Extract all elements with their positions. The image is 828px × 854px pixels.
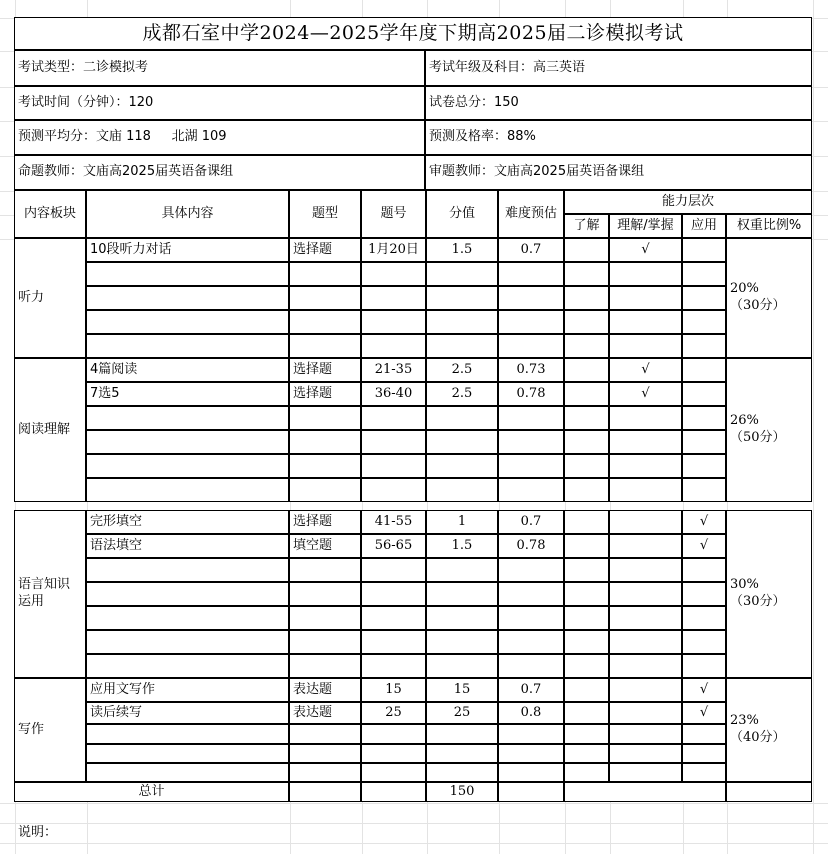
section-weight-cell: 26% （50分） — [726, 358, 812, 502]
empty-cell — [361, 558, 426, 582]
empty-cell — [86, 454, 289, 478]
empty-cell — [361, 744, 426, 763]
row-difficulty-cell: 0.73 — [498, 358, 564, 382]
empty-cell — [564, 582, 609, 606]
empty-cell — [426, 286, 498, 310]
empty-cell — [498, 454, 564, 478]
empty-cell — [564, 334, 609, 358]
empty-cell — [86, 334, 289, 358]
empty-cell — [564, 744, 609, 763]
empty-cell — [564, 454, 609, 478]
row-score-cell: 2.5 — [426, 382, 498, 406]
empty-cell — [682, 310, 726, 334]
row-score-cell: 2.5 — [426, 358, 498, 382]
setter-cell: 命题教师：文庙高2025届英语备课组 — [14, 155, 425, 190]
section-name-cell: 语言知识 运用 — [14, 510, 86, 678]
empty-cell — [609, 310, 682, 334]
empty-cell — [361, 430, 426, 454]
row-difficulty-cell: 0.8 — [498, 702, 564, 724]
header-question-number: 题号 — [361, 190, 426, 238]
empty-cell — [682, 406, 726, 430]
row-understand-cell — [564, 534, 609, 558]
empty-cell — [86, 286, 289, 310]
empty-cell — [682, 724, 726, 744]
empty-cell — [564, 430, 609, 454]
row-apply-cell — [682, 238, 726, 262]
empty-cell — [86, 763, 289, 782]
header-understand: 了解 — [564, 214, 609, 238]
header-comprehend: 理解/掌握 — [609, 214, 682, 238]
row-understand-cell — [564, 678, 609, 702]
empty-cell — [609, 744, 682, 763]
row-type-cell: 表达题 — [289, 702, 361, 724]
empty-cell — [682, 478, 726, 502]
row-understand-cell — [564, 382, 609, 406]
row-score-cell: 1 — [426, 510, 498, 534]
empty-cell — [86, 558, 289, 582]
empty-cell — [498, 630, 564, 654]
row-content-cell: 10段听力对话 — [86, 238, 289, 262]
row-apply-cell: √ — [682, 702, 726, 724]
page-title: 成都石室中学2024—2025学年度下期高2025届二诊模拟考试 — [14, 17, 812, 50]
empty-cell — [426, 406, 498, 430]
empty-cell — [361, 478, 426, 502]
empty-cell — [682, 606, 726, 630]
section-name-cell: 写作 — [14, 678, 86, 782]
grade-subject-cell: 考试年级及科目：高三英语 — [425, 50, 812, 86]
duration-cell: 考试时间（分钟）：120 — [14, 86, 425, 120]
row-content-cell: 4篇阅读 — [86, 358, 289, 382]
empty-cell — [426, 478, 498, 502]
empty-cell — [498, 654, 564, 678]
header-apply: 应用 — [682, 214, 726, 238]
section-weight-cell: 23% （40分） — [726, 678, 812, 782]
empty-cell — [564, 630, 609, 654]
empty-cell — [609, 286, 682, 310]
row-apply-cell — [682, 358, 726, 382]
empty-cell — [426, 310, 498, 334]
empty-cell — [609, 654, 682, 678]
exam-type-cell: 考试类型：二诊模拟考 — [14, 50, 425, 86]
row-comprehend-cell: √ — [609, 238, 682, 262]
empty-cell — [86, 654, 289, 678]
row-number-cell: 56-65 — [361, 534, 426, 558]
row-score-cell: 25 — [426, 702, 498, 724]
empty-cell — [498, 582, 564, 606]
row-apply-cell: √ — [682, 534, 726, 558]
row-apply-cell: √ — [682, 510, 726, 534]
empty-cell — [682, 654, 726, 678]
header-content: 具体内容 — [86, 190, 289, 238]
empty-cell — [609, 724, 682, 744]
total-number-cell — [361, 782, 426, 802]
row-difficulty-cell: 0.7 — [498, 238, 564, 262]
empty-cell — [426, 334, 498, 358]
empty-cell — [609, 430, 682, 454]
row-content-cell: 7选5 — [86, 382, 289, 406]
empty-cell — [564, 478, 609, 502]
header-difficulty: 难度预估 — [498, 190, 564, 238]
total-type-cell — [289, 782, 361, 802]
total-label-cell: 总计 — [14, 782, 289, 802]
empty-cell — [682, 454, 726, 478]
empty-cell — [86, 724, 289, 744]
empty-cell — [498, 763, 564, 782]
empty-cell — [498, 310, 564, 334]
row-apply-cell — [682, 382, 726, 406]
empty-cell — [289, 310, 361, 334]
row-number-cell: 15 — [361, 678, 426, 702]
predicted-average-cell: 预测平均分：文庙 118 北湖 109 — [14, 120, 425, 155]
notes-label: 说明： — [18, 825, 58, 840]
total-weight-cell — [726, 782, 812, 802]
empty-cell — [86, 478, 289, 502]
row-comprehend-cell — [609, 678, 682, 702]
section-name-cell: 阅读理解 — [14, 358, 86, 502]
row-number-cell: 41-55 — [361, 510, 426, 534]
row-type-cell: 选择题 — [289, 382, 361, 406]
row-comprehend-cell: √ — [609, 382, 682, 406]
section-name-cell: 听力 — [14, 238, 86, 358]
empty-cell — [426, 606, 498, 630]
row-understand-cell — [564, 702, 609, 724]
empty-cell — [564, 262, 609, 286]
empty-cell — [609, 630, 682, 654]
empty-cell — [609, 478, 682, 502]
empty-cell — [682, 334, 726, 358]
empty-cell — [682, 286, 726, 310]
empty-cell — [609, 454, 682, 478]
row-score-cell: 1.5 — [426, 238, 498, 262]
empty-cell — [498, 558, 564, 582]
empty-cell — [86, 744, 289, 763]
row-difficulty-cell: 0.78 — [498, 534, 564, 558]
empty-cell — [609, 334, 682, 358]
empty-cell — [289, 406, 361, 430]
section-weight-cell: 20% （30分） — [726, 238, 812, 358]
header-weight: 权重比例% — [726, 214, 812, 238]
row-apply-cell: √ — [682, 678, 726, 702]
empty-cell — [426, 744, 498, 763]
empty-cell — [289, 606, 361, 630]
row-understand-cell — [564, 510, 609, 534]
total-ability-cell — [564, 782, 726, 802]
empty-cell — [86, 310, 289, 334]
empty-cell — [498, 606, 564, 630]
total-value-cell: 150 — [426, 782, 498, 802]
row-difficulty-cell: 0.78 — [498, 382, 564, 406]
empty-cell — [682, 558, 726, 582]
empty-cell — [361, 262, 426, 286]
section-weight-cell: 30% （30分） — [726, 510, 812, 678]
empty-cell — [564, 654, 609, 678]
row-difficulty-cell: 0.7 — [498, 678, 564, 702]
empty-cell — [361, 406, 426, 430]
empty-cell — [289, 724, 361, 744]
row-number-cell: 25 — [361, 702, 426, 724]
empty-cell — [289, 744, 361, 763]
total-difficulty-cell — [498, 782, 564, 802]
empty-cell — [682, 630, 726, 654]
row-understand-cell — [564, 358, 609, 382]
empty-cell — [609, 262, 682, 286]
empty-cell — [361, 310, 426, 334]
row-type-cell: 选择题 — [289, 238, 361, 262]
empty-cell — [498, 262, 564, 286]
row-comprehend-cell — [609, 534, 682, 558]
empty-cell — [361, 724, 426, 744]
row-comprehend-cell — [609, 510, 682, 534]
reviewer-cell: 审题教师：文庙高2025届英语备课组 — [425, 155, 812, 190]
empty-cell — [289, 262, 361, 286]
header-section: 内容板块 — [14, 190, 86, 238]
empty-cell — [564, 763, 609, 782]
row-content-cell: 语法填空 — [86, 534, 289, 558]
empty-cell — [289, 430, 361, 454]
empty-cell — [86, 430, 289, 454]
total-score-cell: 试卷总分：150 — [425, 86, 812, 120]
empty-cell — [682, 430, 726, 454]
empty-cell — [564, 606, 609, 630]
row-type-cell: 表达题 — [289, 678, 361, 702]
row-number-cell: 36-40 — [361, 382, 426, 406]
header-question-type: 题型 — [289, 190, 361, 238]
empty-cell — [426, 763, 498, 782]
empty-cell — [361, 763, 426, 782]
empty-cell — [564, 406, 609, 430]
row-comprehend-cell — [609, 702, 682, 724]
empty-cell — [682, 262, 726, 286]
empty-cell — [86, 630, 289, 654]
empty-cell — [426, 724, 498, 744]
empty-cell — [426, 454, 498, 478]
empty-cell — [289, 558, 361, 582]
row-comprehend-cell: √ — [609, 358, 682, 382]
empty-cell — [361, 630, 426, 654]
row-score-cell: 15 — [426, 678, 498, 702]
empty-cell — [682, 763, 726, 782]
pass-rate-cell: 预测及格率：88% — [425, 120, 812, 155]
empty-cell — [498, 724, 564, 744]
empty-cell — [289, 763, 361, 782]
empty-cell — [86, 582, 289, 606]
empty-cell — [361, 654, 426, 678]
empty-cell — [426, 430, 498, 454]
row-content-cell: 读后续写 — [86, 702, 289, 724]
empty-cell — [289, 478, 361, 502]
empty-cell — [361, 606, 426, 630]
empty-cell — [289, 454, 361, 478]
empty-cell — [609, 606, 682, 630]
empty-cell — [289, 630, 361, 654]
row-content-cell: 应用文写作 — [86, 678, 289, 702]
empty-cell — [361, 582, 426, 606]
empty-cell — [426, 630, 498, 654]
row-difficulty-cell: 0.7 — [498, 510, 564, 534]
row-number-cell: 1月20日 — [361, 238, 426, 262]
row-content-cell: 完形填空 — [86, 510, 289, 534]
empty-cell — [426, 558, 498, 582]
empty-cell — [86, 262, 289, 286]
empty-cell — [498, 406, 564, 430]
empty-cell — [426, 654, 498, 678]
empty-cell — [682, 582, 726, 606]
empty-cell — [289, 582, 361, 606]
empty-cell — [289, 286, 361, 310]
row-type-cell: 选择题 — [289, 358, 361, 382]
empty-cell — [426, 582, 498, 606]
empty-cell — [564, 558, 609, 582]
row-understand-cell — [564, 238, 609, 262]
empty-cell — [609, 558, 682, 582]
empty-cell — [498, 430, 564, 454]
row-type-cell: 填空题 — [289, 534, 361, 558]
empty-cell — [86, 406, 289, 430]
empty-cell — [86, 606, 289, 630]
header-ability-level: 能力层次 — [564, 190, 812, 214]
empty-cell — [609, 406, 682, 430]
empty-cell — [498, 334, 564, 358]
empty-cell — [564, 310, 609, 334]
empty-cell — [682, 744, 726, 763]
row-score-cell: 1.5 — [426, 534, 498, 558]
empty-cell — [498, 478, 564, 502]
empty-cell — [361, 334, 426, 358]
header-score: 分值 — [426, 190, 498, 238]
empty-cell — [564, 286, 609, 310]
row-number-cell: 21-35 — [361, 358, 426, 382]
empty-cell — [609, 582, 682, 606]
row-type-cell: 选择题 — [289, 510, 361, 534]
empty-cell — [609, 763, 682, 782]
empty-cell — [564, 724, 609, 744]
empty-cell — [426, 262, 498, 286]
empty-cell — [361, 286, 426, 310]
empty-cell — [361, 454, 426, 478]
empty-cell — [289, 654, 361, 678]
empty-cell — [289, 334, 361, 358]
empty-cell — [498, 744, 564, 763]
empty-cell — [498, 286, 564, 310]
